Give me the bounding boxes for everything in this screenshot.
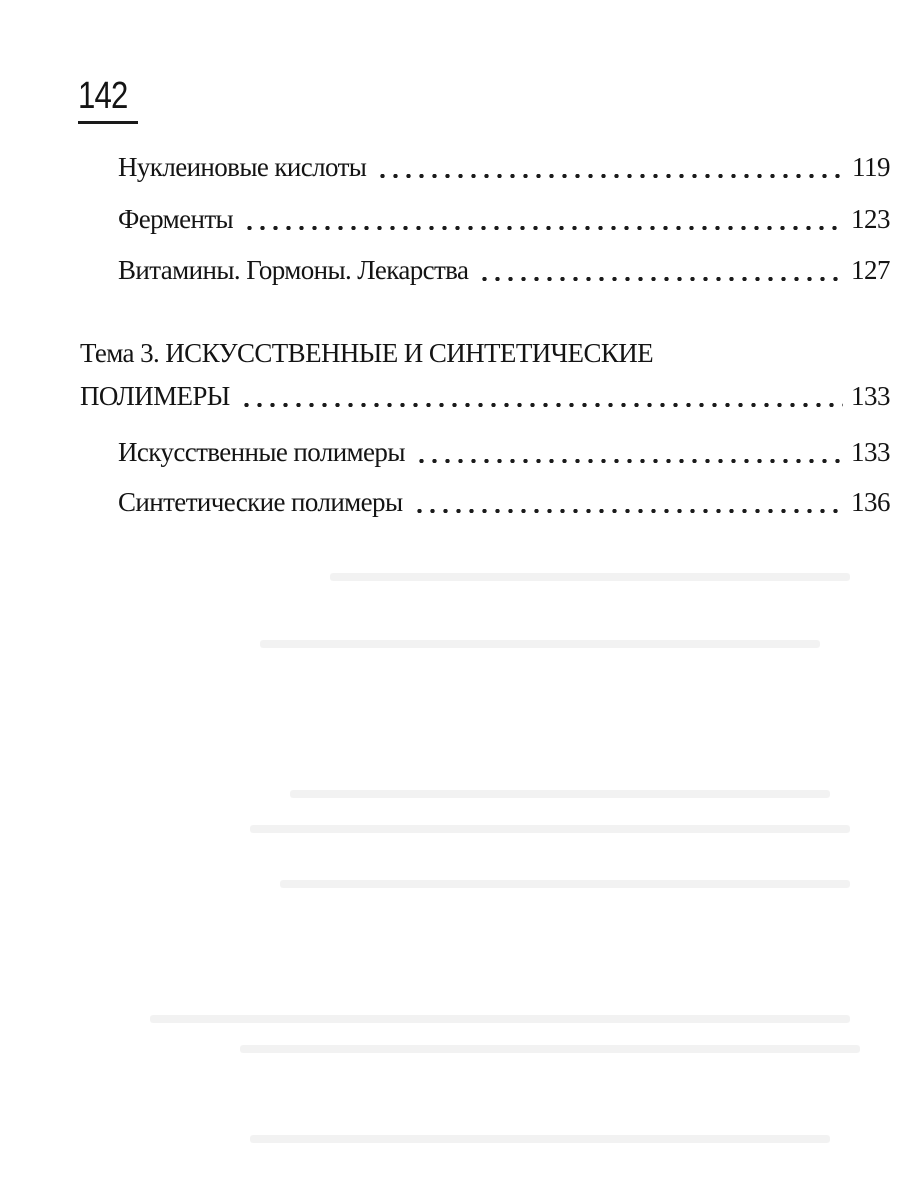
toc-entry-label: Витамины. Гормоны. Лекарства [118,255,469,285]
toc-entry [118,435,890,469]
leader-dots [243,226,843,230]
toc-entry-label: Искусственные полимеры [118,437,405,467]
toc-entry-label: Ферменты [118,204,234,234]
topic-heading-entry [80,379,890,413]
topic-heading-line1: Тема 3. ИСКУССТВЕННЫЕ И СИНТЕТИЧЕСКИЕ [80,338,654,368]
toc-entry-page: 119 [852,152,890,182]
toc-entry [118,202,890,236]
leader-dots [415,459,843,463]
show-through-mark [290,790,830,798]
show-through-mark [150,1015,850,1023]
leader-dots [376,174,844,178]
toc-entry [118,253,890,287]
leader-dots [413,509,844,513]
leader-dots [240,403,843,407]
show-through-mark [330,573,850,581]
toc-entry-label: Синтетические полимеры [118,487,403,517]
toc-entry-page: 133 [851,437,890,467]
page-number-underline [78,121,138,124]
toc-entry-label: Нуклеиновые кислоты [118,152,367,182]
topic-heading-line2: ПОЛИМЕРЫ [80,381,230,411]
toc-entry [118,485,890,519]
show-through-mark [260,640,820,648]
page-number: 142 [78,75,128,117]
toc-entry-page: 133 [851,381,890,411]
show-through-mark [280,880,850,888]
show-through-mark [240,1045,860,1053]
toc-entry-page: 136 [851,487,890,517]
toc-entry [118,150,890,184]
show-through-mark [250,825,850,833]
show-through-mark [250,1135,830,1143]
toc-entry-page: 123 [851,204,890,234]
leader-dots [478,277,843,281]
toc-entry-page: 127 [851,255,890,285]
